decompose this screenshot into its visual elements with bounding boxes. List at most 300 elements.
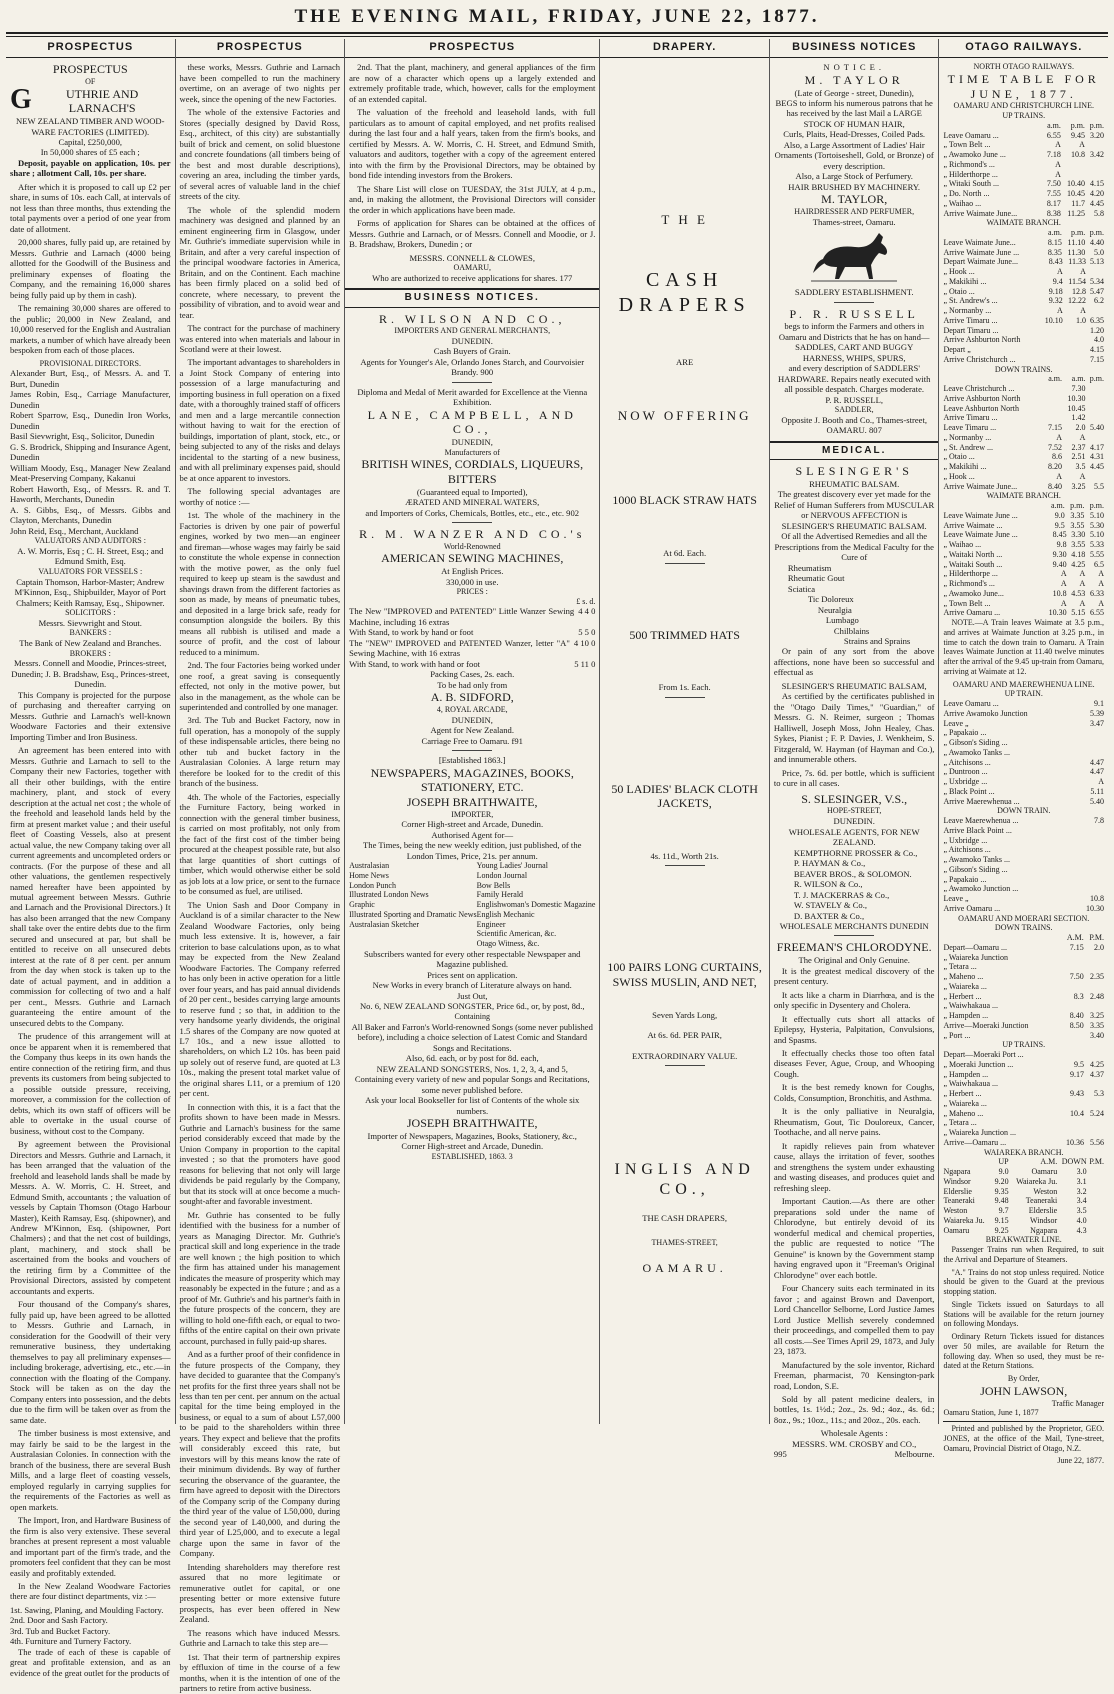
table-cell — [943, 228, 1043, 238]
table-cell — [1061, 962, 1084, 972]
table-row — [943, 306, 1104, 316]
ad-line: A. B. SIDFORD, — [349, 690, 595, 705]
table-cell: „ Waiareka ... — [943, 982, 1060, 992]
paragraph: The timber business is most extensive, and may fairly be said to be the largest in the Australasian Colonies. In connection with the branch of the business, there are several Bush Mills, and a large fleet of coasting vessels, employed regularly in carrying supplies for the requirements of the Factories as well as open markets. — [10, 1428, 171, 1512]
table-cell: 4.47 — [1081, 767, 1104, 777]
paragraph: these works, Messrs. Guthrie and Larnach have been compelled to run the machinery overtime, on an average of two nights per week, since the opening of the new Factories. — [180, 62, 341, 104]
table-cell — [1044, 384, 1062, 394]
divider — [452, 522, 492, 523]
paragraph: 2nd. The four Factories being worked under one roof, a great saving is consequently effected, not only in the motive power, but also in the management, as the whole can be superintended and controlled by one manager. — [180, 660, 341, 712]
ad-line: (Late of George - street, Dunedin), — [774, 88, 935, 98]
table-cell: 4.0 — [1079, 335, 1104, 345]
table-cell: A — [1062, 433, 1085, 443]
table-cell: Arrive Timaru ... — [943, 316, 1039, 326]
paragraph: Price, 7s. 6d. per bottle, which is sufficient to cure in all cases. — [774, 768, 935, 789]
ad-line: IMPORTER, — [349, 810, 595, 820]
agent-place: OAMARU, — [349, 263, 595, 273]
table-cell: 8.3 — [1061, 992, 1084, 1002]
table-row — [943, 140, 1104, 150]
price-row: With Stand, to work with hand or foot 5 11 0 — [349, 659, 595, 669]
table-cell: 8.40 — [1044, 482, 1062, 492]
paragraph: An agreement has been entered into with Messrs. Guthrie and Larnach to sell to the Company their new Factories, together with all their other buildings, with the entire machinery, plant, and stock of every description at the actual net cost ; the whole of the freehold and leasehold lands held by the firm at present market value ; and their useful fleet of Coasting Vessels, also at present actual value, the new Company taking over all current agreements and uncompleted orders or contracts. (For the purpose of these and all other valuations, the gentlemen respectively named hereafter have been appointed by mutual agreement between Messrs. Guthrie and Larnach and the Provisional Directors.) It has also been arranged that the new Company shall take over the entire debts due to the firm secured and unsecured at par, but shall be entitled to receive on all unsecured debts interest at the rate of 8 per cent. per annum from the day when stock is taken up to the date of actual payment, and in addition a commission for collecting of two and a half per cent., Messrs. Guthrie and Larnach guaranteeing the entire amount of the unsecured debts to the Company. — [10, 745, 171, 1028]
table-cell: 4.37 — [1084, 1070, 1104, 1080]
table-cell: „ Moeraki Junction ... — [943, 1060, 1058, 1070]
paragraph: It is the only palliative in Neuralgia, Rheumatism, Gout, Tic Douloreux, Cancer, Toothache, and all nerve pains. — [774, 1106, 935, 1137]
table-row — [943, 943, 1104, 953]
saddlery-title: SADDLERY ESTABLISHMENT. — [774, 287, 935, 297]
table-cell: 6.33 — [1085, 589, 1104, 599]
timetable — [943, 326, 1104, 365]
ad-line: Containing every variety of new and popular Songs and Recitations, some never published before. — [349, 1074, 595, 1095]
paragraph: Ordinary Return Tickets issued for distances over 50 miles, are available for Return the following day. When so used, they must be re-dated at the Return Stations. — [943, 1332, 1104, 1371]
list-item: Basil Sievwright, Esq., Solicitor, Dunedin — [10, 431, 171, 441]
paragraph: The following special advantages are worthy of notice :— — [180, 486, 341, 507]
table-cell — [1085, 394, 1104, 404]
table-row — [943, 238, 1104, 248]
table-row — [943, 150, 1104, 160]
table-cell: „ Normanby ... — [943, 306, 1039, 316]
timetable — [943, 374, 1104, 491]
ad-line: 995 Melbourne. — [774, 1449, 935, 1459]
table-cell: Arrive Ashburton North — [943, 335, 1079, 345]
table-cell: 7.30 — [1062, 384, 1085, 394]
table-cell: 3.30 — [1067, 530, 1086, 540]
table-cell: Arrive—Moeraki Junction — [943, 1021, 1060, 1031]
table-row — [943, 992, 1104, 1002]
train-heading: UP TRAINS. — [943, 1040, 1104, 1050]
timetable — [943, 530, 1104, 618]
table-header-cell: p.m. — [1062, 228, 1085, 238]
table-row: Illustrated London News Family Herald — [349, 890, 595, 900]
branch-heading: WAIAREKA BRANCH. — [943, 1148, 1104, 1158]
table-cell: Waiareka Ju. — [943, 1216, 992, 1226]
table-row — [943, 884, 1104, 894]
table-cell: 9.25 — [992, 1226, 1009, 1236]
table-row — [943, 1128, 1104, 1138]
drapery-line: THAMES-STREET, — [604, 1238, 765, 1248]
table-cell: 9.0 — [1046, 511, 1065, 521]
paragraph: In connection with this, it is a fact that the profits shown to have been made in Messrs. Guthrie and Larnach's business for the same period considerably exceed that made by the Union Company in proportion to the capital invested ; so that the promoters have good reasons for believing that not only will large dividends be paid regularly by the Company, but that its stock will at once become a much-sought-after and favorable investment. — [180, 1102, 341, 1207]
table-cell: Arrive Waimate June... — [943, 209, 1042, 219]
ad-line: JOHN LAWSON, — [943, 1384, 1104, 1399]
ad-line: Subscribers wanted for every other respectable Newspaper and Magazine published. — [349, 949, 595, 970]
table-row — [943, 709, 1104, 719]
table-row — [943, 160, 1104, 170]
notice-title: NOTICE. — [774, 62, 935, 72]
table-cell: 7.52 — [1044, 443, 1062, 453]
table-cell — [1058, 1118, 1084, 1128]
table-cell: „ Hilderthorpe ... — [943, 170, 1042, 180]
line-heading: OAMARU AND MAEREWHENUA LINE. — [943, 680, 1104, 690]
table-cell: 7.50 — [1061, 972, 1084, 982]
table-cell: 4.17 — [1085, 443, 1104, 453]
prices-heading: PRICES : — [349, 587, 595, 597]
table-cell: A — [1063, 267, 1086, 277]
paragraph: Manufactured by the sole inventor, Richard Freeman, pharmacist, 70 Kensington-park road, London, S.E. — [774, 1360, 935, 1391]
table-cell: 5.8 — [1085, 209, 1104, 219]
table-cell: Arrive Awamoko Junction — [943, 709, 1081, 719]
table-cell — [943, 933, 1060, 943]
table-cell: „ St. Andrew ... — [943, 443, 1043, 453]
table-cell — [1084, 1128, 1104, 1138]
drapery-the: T H E — [604, 212, 765, 228]
table-cell: 10.40 — [1061, 179, 1085, 189]
drapery-item: 50 LADIES' BLACK CLOTH JACKETS, — [604, 782, 765, 811]
ad-line: Authorised Agent for— — [349, 830, 595, 840]
list-item: P. HAYMAN & Co., — [794, 858, 935, 868]
ad-line: Carriage Free to Oamaru. f91 — [349, 736, 595, 746]
paragraph: As certified by the certificates published in the "Otago Daily Times," "Guardian," of Messrs. G. N. Reimer, surgeon ; Thomas Halliwell, Joseph Moss, John Healey, Chas. Sykes, Pianist ; F. P. Davies, J. Wenkheim, S. Fitzgerald, W. Hayman (of Hayman and Co.), and innumerable others. — [774, 691, 935, 764]
table-header-row — [943, 933, 1104, 943]
table-header-row — [943, 121, 1104, 131]
table-row — [943, 855, 1104, 865]
ad-line: SLESINGER'S RHEUMATIC BALSAM, — [774, 681, 935, 691]
table-cell: „ Duntroon ... — [943, 767, 1081, 777]
drapery-now: NOW OFFERING — [604, 408, 765, 424]
paragraph: Single Tickets issued on Saturdays to all Stations will be available for the return journey on following Mondays. — [943, 1300, 1104, 1329]
train-heading: UP TRAINS. — [943, 111, 1104, 121]
table-row — [943, 1226, 1104, 1236]
table-cell: 4.45 — [1085, 199, 1104, 209]
table-cell: 3.40 — [1084, 1031, 1104, 1041]
table-row — [943, 1216, 1104, 1226]
paragraph: Passenger Trains run when Required, to suit the Arrival and Departure of Steamers. — [943, 1245, 1104, 1265]
table-cell: „ Richmond's ... — [943, 579, 1042, 589]
table-row — [943, 384, 1104, 394]
table-row — [943, 767, 1104, 777]
table-cell: „ Uxbridge ... — [943, 777, 1081, 787]
list-item: KEMPTHORNE PROSSER & Co., — [794, 848, 935, 858]
table-cell: 9.45 — [1061, 131, 1085, 141]
price-row: The New "IMPROVED and PATENTED" Little Wanzer Sewing Machine, including 16 extras 4 4 0 — [349, 606, 595, 627]
drapery-price: At 6d. Each. — [604, 548, 765, 558]
table-header-cell: P.M. — [1087, 1157, 1104, 1167]
paragraph: The remaining 30,000 shares are offered to the public; 20,000 in New Zealand, and 10,000 reserved for the English and Australian markets, a number of which have already been bespoken from each of those places. — [10, 303, 171, 355]
price-currency: £ s. d. — [349, 597, 595, 607]
paragraph: It is the best remedy known for Coughs, Colds, Consumption, Bronchitis, and Asthma. — [774, 1082, 935, 1103]
table-header-cell: UP — [992, 1157, 1009, 1167]
table-row — [943, 953, 1104, 963]
table-cell: Weston — [1009, 1187, 1058, 1197]
table-cell: A — [1044, 433, 1062, 443]
table-cell: Oamaru — [943, 1226, 992, 1236]
table-cell: 10.30 — [1062, 394, 1085, 404]
ad-line: Containing — [349, 1012, 595, 1022]
paragraph: 4th. The whole of the Factories, especially the Furniture Factory, being worked in connection with the general timber business, is carried on most profitably, not only from the fact of the first cost of the timber being procured at the cheapest possible rate, but also that large quantities of short cuttings of timber, which would otherwise either be sold as job lots at a low price, or sent to the furnace to be consumed as fuel, are utilised. — [180, 792, 341, 897]
table-row — [943, 131, 1104, 141]
table-header-cell: P.M. — [1084, 933, 1104, 943]
table-cell: 3.0 — [1057, 1167, 1086, 1177]
table-cell: 3.1 — [1057, 1177, 1086, 1187]
table-row — [943, 777, 1104, 787]
table-cell: Weston — [943, 1206, 992, 1216]
company-name: G UTHRIE AND LARNACH'S — [10, 87, 171, 116]
table-row — [943, 1079, 1104, 1089]
table-row — [943, 1138, 1104, 1148]
paragraph: "A." Trains do not stop unless required. Notice should be given to the Guard at the previous stopping station. — [943, 1268, 1104, 1297]
table-cell: „ Maheno ... — [943, 1109, 1058, 1119]
table-row — [943, 550, 1104, 560]
paragraph: The Import, Iron, and Hardware Business of the firm is also very extensive. These several branches at present represent a most valuable and important part of the firm's trade, and the promoters feel confident that they can be most easily and profitably extended. — [10, 1515, 171, 1578]
table-row — [943, 189, 1104, 199]
table-cell: 5.15 — [1067, 608, 1086, 618]
table-cell: „ Maheno ... — [943, 972, 1060, 982]
drapery-item: 500 TRIMMED HATS — [604, 628, 765, 643]
table-row: Home News London Journal — [349, 871, 595, 881]
drapery-price: From 1s. Each. — [604, 682, 765, 692]
table-row — [943, 511, 1104, 521]
table-row — [943, 355, 1104, 365]
ad-line: Agents for Younger's Ale, Orlando Jones Starch, and Courvoisier Brandy. 900 — [349, 357, 595, 378]
column-heading: BUSINESS NOTICES — [770, 39, 939, 58]
table-cell: A — [1067, 569, 1086, 579]
table-cell: „ Hampden ... — [943, 1011, 1060, 1021]
table-cell: 8.40 — [1061, 1011, 1084, 1021]
divider — [665, 865, 705, 866]
ad-line: Also, a Large Assortment of Ladies' Hair Ornaments (Tortoiseshell, Gold, or Bronze) of every description. — [774, 140, 935, 171]
table-cell: A — [1043, 579, 1067, 589]
table-row: Scientific American, &c. — [349, 929, 595, 939]
paragraph: The reasons which have induced Messrs. Guthrie and Larnach to take this step are— — [180, 1628, 341, 1649]
directors-heading: PROVISIONAL DIRECTORS. — [10, 359, 171, 369]
table-cell: 9.0 — [992, 1167, 1009, 1177]
paragraph: The valuation of the freehold and leasehold lands, with full particulars as to amount of capital employed, and net profits realised during the last four and a half years, taken from the firm's books, and certified by Messrs. A. W. Morris, C. H. Street, and Edmund Smith, valuators and auditors, together with a copy of the agreement entered into with the firm by the Provisional Directors, may be obtained by bond fide intending investors from the Brokers. — [349, 107, 595, 180]
price-row: The "NEW" IMPROVED and PATENTED Wanzer, letter "A" Sewing Machine, with 16 extras 4 10 0 — [349, 638, 595, 659]
list-item: W. STAVELY & Co., — [794, 900, 935, 910]
table-cell: 7.15 — [1061, 943, 1084, 953]
paragraph: The prudence of this arrangement will at once be apparent when it is remembered that the Company thus keeps in its own hands the entire connection of the retiring firm, and thus prevents its customers from being subjected to a possible outside pressure, receiving, moreover, a commission for the collection of debts, which its own staff of officers will be able to overtake in the usual course of business, without cost to the Company. — [10, 1031, 171, 1136]
table-cell: „ Waiwhakaua ... — [943, 1001, 1060, 1011]
table-cell: „ Herbert ... — [943, 992, 1060, 1002]
table-cell — [1085, 413, 1104, 423]
imprint-date: June 22, 1877. — [943, 1456, 1104, 1466]
table-cell: 6.2 — [1086, 296, 1104, 306]
table-cell — [1084, 1050, 1104, 1060]
table-cell: 3.2 — [1057, 1187, 1086, 1197]
table-row — [943, 1187, 1104, 1197]
table-header-cell: p.m. — [1061, 121, 1085, 131]
table-cell: 5.39 — [1081, 709, 1104, 719]
table-cell: 7.50 — [1042, 179, 1061, 189]
train-heading: DOWN TRAIN. — [943, 806, 1104, 816]
table-cell: Leave „ — [943, 719, 1081, 729]
drapery-item: 1000 BLACK STRAW HATS — [604, 493, 765, 508]
table-cell: 2.0 — [1084, 943, 1104, 953]
table-cell — [1058, 1079, 1084, 1089]
paragraph: Important Caution.—As there are other preparations sold under the name of Chlorodyne, but entirely devoid of its wonderful medical and chemical properties, the public are requested to notice "The Genuine" is known by the Government stamp having engraved upon it "Freeman's Original Chlorodyne" over each bottle. — [774, 1196, 935, 1280]
ad-line: Opposite J. Booth and Co., Thames-street, OAMARU. 807 — [774, 415, 935, 436]
table-header-cell: a.m. — [1044, 374, 1062, 384]
table-row — [943, 599, 1104, 609]
table-cell: 3.47 — [1081, 719, 1104, 729]
ad-line: DUNEDIN, — [349, 437, 595, 447]
brokers: Messrs. Connell and Moodie, Princes-street, Dunedin; J. B. Bradshaw, Esq., Princes-street, Dunedin. — [10, 658, 171, 689]
ad-line: Manufacturers of — [349, 448, 595, 458]
table-cell: 4.40 — [1085, 238, 1104, 248]
divider — [452, 750, 492, 751]
table-cell: „ Otaio ... — [943, 452, 1043, 462]
table-cell: Elderslie — [1009, 1206, 1058, 1216]
ad-line: HOPE-STREET, — [774, 806, 935, 816]
masthead-rule — [6, 32, 1108, 37]
table-cell — [1061, 170, 1085, 180]
table-cell: 9.18 — [1040, 287, 1063, 297]
table-cell: 11.10 — [1062, 238, 1085, 248]
table-cell: Arrive Waimate June ... — [943, 248, 1043, 258]
table-cell: Depart Waimate June... — [943, 257, 1039, 267]
paragraph: It effectually checks those too often fatal diseases Fever, Ague, Croup, and Whooping Cough. — [774, 1048, 935, 1079]
table-cell: A — [1061, 140, 1085, 150]
table-cell: 9.1 — [1081, 699, 1104, 709]
table-cell: Teaneraki — [1009, 1196, 1058, 1206]
table-cell: 2.0 — [1062, 423, 1085, 433]
table-cell — [1084, 982, 1104, 992]
table-cell: A — [1067, 599, 1086, 609]
table-cell: „ Gibson's Siding ... — [943, 865, 1072, 875]
ad-line: ÆRATED AND MINERAL WATERS, — [349, 497, 595, 507]
ad-line: Corner High-street and Arcade, Dunedin. — [349, 819, 595, 829]
list-item: John Reid, Esq., Merchant, Auckland — [10, 526, 171, 536]
table-header-cell: p.m. — [1085, 228, 1104, 238]
ad-line: Wholesale Agents : — [774, 1428, 935, 1438]
table-cell: „ Aitchisons ... — [943, 845, 1072, 855]
ad-line: HAIR BRUSHED BY MACHINERY. — [774, 182, 935, 192]
timetable — [943, 1157, 1104, 1235]
timetable — [943, 121, 1104, 219]
table-cell — [1085, 472, 1104, 482]
table-cell: Leave Timaru ... — [943, 423, 1043, 433]
table-cell: 10.8 — [1043, 589, 1067, 599]
table-row — [943, 1011, 1104, 1021]
table-cell — [1061, 982, 1084, 992]
table-row — [943, 1109, 1104, 1119]
table-cell: „ Papakaio ... — [943, 728, 1081, 738]
table-cell: 1.0 — [1063, 316, 1086, 326]
table-cell: 9.8 — [1043, 540, 1067, 550]
table-row — [943, 579, 1104, 589]
list-item: Robert Sparrow, Esq., Dunedin Iron Works, Dunedin — [10, 410, 171, 431]
table-cell: 11.33 — [1063, 257, 1086, 267]
ad-line: DUNEDIN, — [349, 715, 595, 725]
table-cell: A — [1063, 306, 1086, 316]
table-cell — [1081, 728, 1104, 738]
table-header-cell: a.m. — [1046, 501, 1065, 511]
table-cell: „ Waiwhakaua ... — [943, 1079, 1058, 1089]
table-cell: Arrive Oamaru ... — [943, 904, 1072, 914]
paragraph: 1st. The whole of the machinery in the Factories is driven by one pair of powerful engines, worked by two men—an engineer and fireman—whose wages may fairly be said to constitute the whole expense in connection with the motive power, as the only fuel required to keep up steam is the sawdust and shavings drawn from the different factories as soon as made, by means of pneumatic tubes, and deposited in a large brick safe, ready for consumption alongside the boilers. By this means all rubbish is utilised and made a source of profit, and the cost of labour reduced to a minimum. — [180, 510, 341, 657]
ad-line: P. R. RUSSELL, — [774, 395, 935, 405]
table-cell — [1073, 836, 1104, 846]
list-item: G. S. Brodrick, Shipping and Insurance Agent, Dunedin — [10, 442, 171, 463]
ad-line: 4, ROYAL ARCADE, — [349, 705, 595, 715]
table-row — [943, 904, 1104, 914]
list-item: 1st. Sawing, Planing, and Moulding Factory. — [10, 1605, 171, 1615]
ad-line: SLESINGER'S RHEUMATIC BALSAM. — [774, 521, 935, 531]
ad-line: M. TAYLOR, — [774, 192, 935, 207]
table-cell: 9.15 — [992, 1216, 1009, 1226]
ad-line: Importer of Newspapers, Magazines, Books, Stationery, &c., — [349, 1131, 595, 1141]
table-cell: 2.51 — [1062, 452, 1085, 462]
table-cell: A — [1042, 170, 1061, 180]
table-row — [943, 1099, 1104, 1109]
table-cell: 10.30 — [1043, 608, 1067, 618]
table-cell: „ Town Belt ... — [943, 140, 1042, 150]
list-item: 4th. Furniture and Turnery Factory. — [10, 1636, 171, 1646]
paragraph: Or pain of any sort from the above affections, none have been so successful and effectual as — [774, 646, 935, 677]
table-cell: 3.35 — [1065, 511, 1085, 521]
table-cell: 4.47 — [1081, 758, 1104, 768]
ailments-list — [774, 563, 935, 647]
column-heading: PROSPECTUS — [6, 39, 175, 58]
table-cell: Leave Maerewhenua ... — [943, 816, 1072, 826]
table-cell: 8.17 — [1042, 199, 1061, 209]
paragraph: The important advantages to shareholders in a Joint Stock Company of entering into possession of a large manufacturing and importing business in full operation on a fixed date, with a thoroughly trained staff of officers and men and a large mercantile connection without having to wait for the erection of buildings, importation of plant, stock, etc., or being subjected to any of the risks and delays incidental to the starting of a new business, and with all preliminary expenses paid, should be at once apparent to investors. — [180, 357, 341, 483]
table-cell: 4.0 — [1057, 1216, 1086, 1226]
table-cell: 9.5 — [1058, 1060, 1084, 1070]
papers-table — [349, 861, 595, 949]
table-cell: 10.45 — [1062, 404, 1085, 414]
table-row — [943, 972, 1104, 982]
table-cell: A — [1081, 777, 1104, 787]
table-row — [943, 335, 1104, 345]
ad-line: S. SLESINGER, V.S., — [774, 792, 935, 807]
table-cell: A — [1085, 579, 1104, 589]
ad-title: LANE, CAMPBELL, AND CO., — [349, 408, 595, 437]
table-cell: Leave Ashburton North — [943, 404, 1043, 414]
drapery-price: Seven Yards Long, — [604, 1010, 765, 1020]
list-item: A. S. Gibbs, Esq., of Messrs. Gibbs and Clayton, Merchants, Dunedin — [10, 505, 171, 526]
solicitors: Messrs. Sievwright and Stout. — [10, 618, 171, 628]
timetable — [943, 933, 1104, 1040]
table-cell: „ Awamoko Tanks ... — [943, 855, 1072, 865]
table-cell: A — [1042, 160, 1061, 170]
ad-line: Curls, Plaits, Head-Dresses, Coiled Pads. — [774, 129, 935, 139]
paragraph: Mr. Guthrie has consented to be fully identified with the business for a number of years as Managing Director. Mr. Guthrie's practical skill and long experience in the trade are well known ; the high position to which the firm has attained under his management indicates the measure of prosperity which may reasonably be expected in the future ; and as a proof of Mr. Guthrie's and his partner's faith in the future prospects of the concern, they are willing to hold one-fifth each, or equal to two-fifths of the entire capital on their own private account, purchased in fully paid-up shares. — [180, 1210, 341, 1346]
table-row — [943, 1031, 1104, 1041]
drapery-line: THE CASH DRAPERS, — [604, 1213, 765, 1223]
ad-title: SLESINGER'S — [774, 464, 935, 479]
drapery-line: OAMARU. — [604, 1261, 765, 1276]
ad-line: JOSEPH BRAITHWAITE, — [349, 795, 595, 810]
table-cell — [1073, 855, 1104, 865]
table-cell: 9.43 — [1058, 1089, 1084, 1099]
table-cell: 4.3 — [1057, 1226, 1086, 1236]
table-cell: 7.55 — [1042, 189, 1061, 199]
table-cell: „ Hampden ... — [943, 1070, 1058, 1080]
table-cell: 2.48 — [1084, 992, 1104, 1002]
list-item: Strains and Sprains — [788, 636, 935, 646]
price-row: With Stand, to work by hand or foot 5 5 0 — [349, 627, 595, 637]
table-cell: A — [1067, 579, 1086, 589]
table-cell — [1073, 826, 1104, 836]
table-cell: A — [1062, 472, 1085, 482]
table-row — [943, 394, 1104, 404]
table-cell: 9.7 — [992, 1206, 1009, 1216]
table-cell: 8.15 — [1043, 238, 1061, 248]
ad-line: WHOLESALE AGENTS, FOR NEW ZEALAND. — [774, 827, 935, 848]
capital: Capital, £250,000, — [10, 137, 171, 147]
table-cell: 5.11 — [1081, 787, 1104, 797]
table-cell: „ Waiareka Junction — [943, 953, 1060, 963]
section-heading: BUSINESS NOTICES. — [345, 288, 599, 307]
brokers-heading: BROKERS : — [10, 649, 171, 659]
table-cell: „ Richmond's ... — [943, 160, 1042, 170]
table-row — [943, 530, 1104, 540]
train-heading: DOWN TRAINS. — [943, 365, 1104, 375]
table-row — [943, 199, 1104, 209]
table-cell: A — [1040, 306, 1063, 316]
table-cell: Leave Oamaru ... — [943, 131, 1042, 141]
